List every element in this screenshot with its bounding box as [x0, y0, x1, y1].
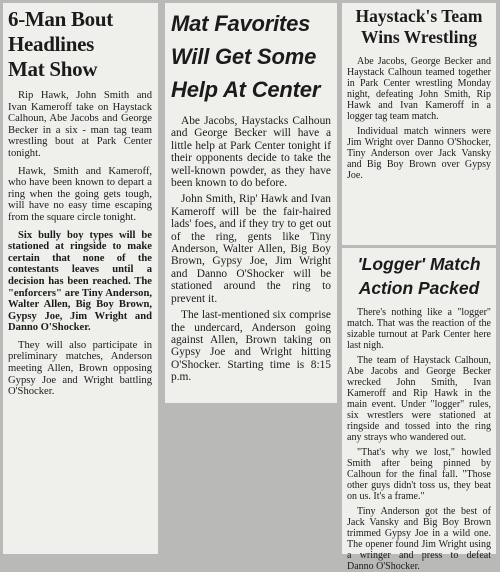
article-logger-match	[342, 248, 496, 572]
headline	[347, 252, 491, 300]
headline-line: Action Packed	[358, 278, 480, 298]
headline-line: Mat Favorites	[171, 11, 311, 36]
paragraph: Hawk, Smith and Kameroff, who have been known to depart a ring when the going gets tough, will have no easy time escaping from the square circle tonight.	[8, 165, 152, 223]
paragraph: Abe Jacobs, George Becker and Haystack Calhoun teamed together in Park Center wrestling Monday night, defeating John Smith, Rip Hawk and Ivan Kameroff in a logger tag team match.	[347, 56, 491, 122]
headline-line: Help At Center	[171, 77, 321, 102]
paragraph: "That's why we lost," howled Smith after being pinned by Calhoun for the final fall. "Those other guys didn't toss us, they beat on us. It's a frame."	[347, 447, 491, 502]
paragraph: John Smith, Rip' Hawk and Ivan Kameroff will be the fair-haired lads' foes, and if they try to get out of the ring, gents like Tiny Anderson, Walter Allen, Big Boy Brown, Gypsy Joe, Jim Wright and Danno O'Shocker will be stationed around the ring to prevent it.	[171, 193, 331, 305]
headline-line: Mat Show	[8, 57, 98, 81]
headline	[8, 7, 152, 82]
paragraph: The team of Haystack Calhoun, Abe Jacobs and George Becker wrecked John Smith, Ivan Kameroff and Rip Hawk in the main event. Under "logger" rules, six wrestlers were stationed at ringside and tossed into the ring any strays who wandered out.	[347, 355, 491, 443]
paragraph: Abe Jacobs, Haystacks Calhoun and George Becker will have a little help at Park Center tonight if their opponents decide to take the well-known powder, as they have been known to do before.	[171, 115, 331, 190]
paragraph: The last-mentioned six comprise the undercard, Anderson going against Allen, Brown taking on Gypsy Joe and Wright hitting O'Shocker. Starting time is 8:15 p.m.	[171, 309, 331, 384]
headline	[171, 7, 331, 106]
paragraph: Tiny Anderson got the best of Jack Vansky and Big Boy Brown trimmed Gypsy Joe in a wild one. The opener found Jim Wright using a wringer and press to defeat Danno O'Shocker.	[347, 506, 491, 572]
headline-line: Wins Wrestling	[361, 27, 477, 47]
paragraph: They will also participate in preliminary matches, Anderson meeting Allen, Brown opposing Gypsy Joe and Wright battling O'Shocker.	[8, 339, 152, 398]
article-six-man-bout	[3, 3, 158, 554]
paragraph: There's nothing like a "logger" match. That was the reaction of the sizable turnout at Park Center here last nigh.	[347, 307, 491, 351]
headline-line: 'Logger' Match	[357, 254, 481, 274]
headline	[347, 6, 491, 48]
headline-line: 6-Man Bout	[8, 7, 113, 31]
paragraph: Rip Hawk, John Smith and Ivan Kameroff take on Haystack Calhoun, Abe Jacobs and George Becker in a six - man tag team wrestling bout at Park Center tonight.	[8, 90, 152, 159]
article-haystacks-team	[342, 3, 496, 245]
headline-line: Haystack's Team	[355, 6, 483, 26]
headline-line: Will Get Some	[171, 44, 317, 69]
paragraph: Individual match winners were Jim Wright over Danno O'Shocker, Tiny Anderson over Jack Vansky and Big Boy Brown over Gypsy Joe.	[347, 126, 491, 181]
headline-line: Headlines	[8, 32, 94, 56]
article-mat-favorites	[165, 3, 337, 403]
paragraph: Six bully boy types will be stationed at ringside to make certain that none of the contestants leaves until a decision has been reached. The "enforcers" are Tiny Anderson, Walter Allen, Big Boy Brown, Gypsy Joe, Jim Wright and Danno O'Shocker.	[8, 229, 152, 334]
